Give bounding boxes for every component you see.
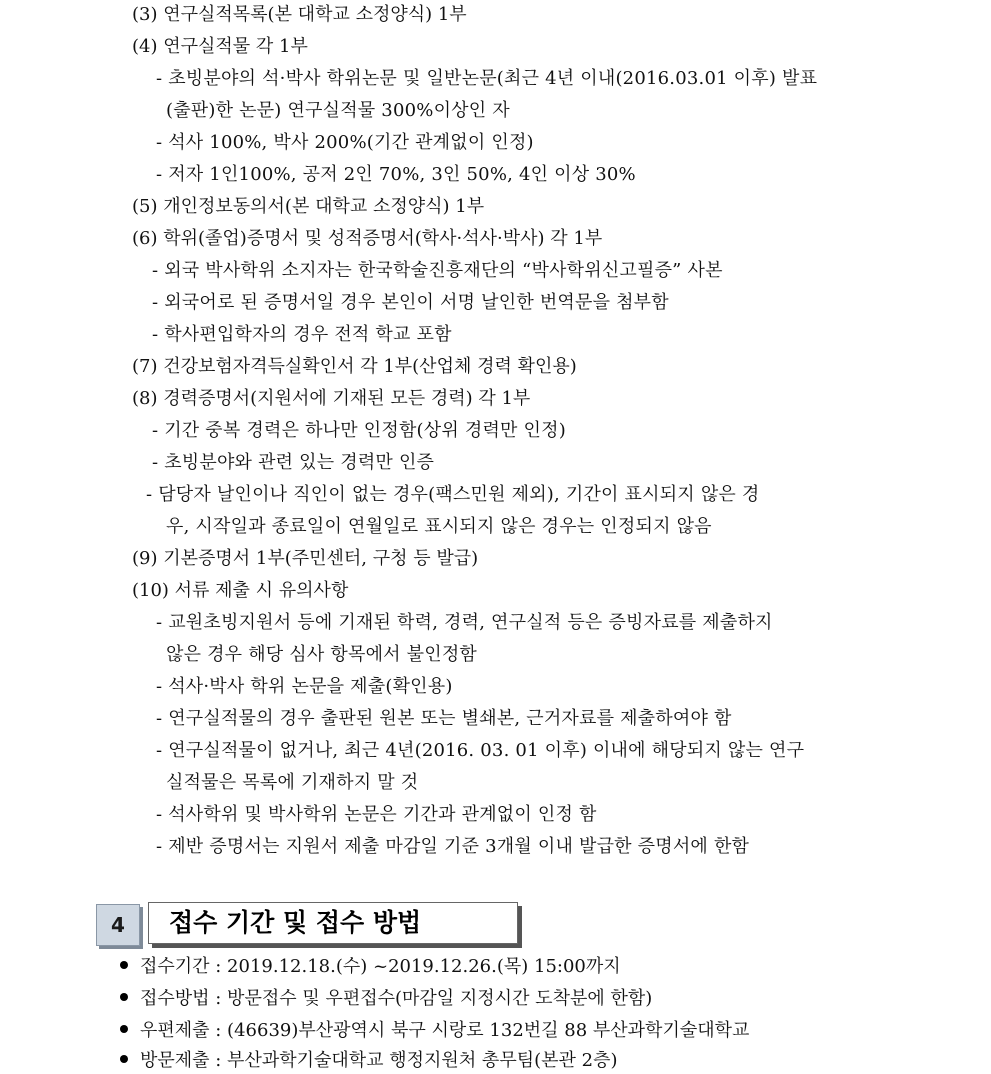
item-10-sub-1-cont: 않은 경우 해당 심사 항목에서 불인정함 (166, 644, 478, 665)
item-4-sub-3: - 저자 1인100%, 공저 2인 70%, 3인 50%, 4인 이상 30% (156, 164, 636, 185)
bullet-dot-icon (120, 961, 128, 969)
item-4: (4) 연구실적물 각 1부 (132, 36, 308, 57)
item-5: (5) 개인정보동의서(본 대학교 소정양식) 1부 (132, 196, 485, 217)
item-10: (10) 서류 제출 시 유의사항 (132, 580, 349, 601)
section-title-box (148, 902, 518, 944)
bullet-text: 우편제출 : (46639)부산광역시 북구 시랑로 132번길 88 부산과학기술대학교 (140, 1020, 750, 1041)
item-6: (6) 학위(졸업)증명서 및 성적증명서(학사·석사·박사) 각 1부 (132, 228, 603, 249)
bullet-item-method (120, 988, 652, 1010)
bullet-dot-icon (120, 1055, 128, 1063)
item-10-sub-2: - 석사·박사 학위 논문을 제출(확인용) (156, 676, 453, 697)
item-8-sub-3: - 담당자 날인이나 직인이 없는 경우(팩스민원 제외), 기간이 표시되지 않은 경 (146, 484, 760, 505)
section-title: 접수 기간 및 접수 방법 (169, 908, 422, 937)
item-10-sub-5: - 석사학위 및 박사학위 논문은 기간과 관계없이 인정 함 (156, 804, 597, 825)
item-4-sub-1: - 초빙분야의 석·박사 학위논문 및 일반논문(최근 4년 이내(2016.03.01 이후) 발표 (156, 68, 818, 89)
item-8-sub-2: - 초빙분야와 관련 있는 경력만 인증 (152, 452, 435, 473)
bullet-item-period (120, 956, 621, 978)
item-9: (9) 기본증명서 1부(주민센터, 구청 등 발급) (132, 548, 479, 569)
item-4-sub-1-cont: (출판)한 논문) 연구실적물 300%이상인 자 (166, 100, 510, 121)
item-10-sub-1: - 교원초빙지원서 등에 기재된 학력, 경력, 연구실적 등은 증빙자료를 제출하지 (156, 612, 773, 633)
bullet-text: 접수방법 : 방문접수 및 우편접수(마감일 지정시간 도착분에 한함) (140, 988, 653, 1009)
bullet-text: 접수기간 : 2019.12.18.(수) ~2019.12.26.(목) 15:00까지 (140, 956, 621, 977)
bullet-dot-icon (120, 993, 128, 1001)
bullet-text: 방문제출 : 부산과학기술대학교 행정지원처 총무팀(본관 2층) (140, 1050, 618, 1071)
section-heading (96, 900, 526, 950)
item-6-sub-1: - 외국 박사학위 소지자는 한국학술진흥재단의 “박사학위신고필증” 사본 (152, 260, 723, 281)
item-10-sub-4: - 연구실적물이 없거나, 최근 4년(2016. 03. 01 이후) 이내에 해당되지 않는 연구 (156, 740, 805, 761)
item-8: (8) 경력증명서(지원서에 기재된 모든 경력) 각 1부 (132, 388, 531, 409)
item-10-sub-6: - 제반 증명서는 지원서 제출 마감일 기준 3개월 이내 발급한 증명서에 한함 (156, 836, 750, 857)
item-10-sub-3: - 연구실적물의 경우 출판된 원본 또는 별쇄본, 근거자료를 제출하여야 함 (156, 708, 732, 729)
item-8-sub-3-cont: 우, 시작일과 종료일이 연월일로 표시되지 않은 경우는 인정되지 않음 (166, 516, 712, 537)
item-7: (7) 건강보험자격득실확인서 각 1부(산업체 경력 확인용) (132, 356, 577, 377)
bullet-dot-icon (120, 1025, 128, 1033)
section-number: 4 (96, 904, 140, 946)
item-4-sub-2: - 석사 100%, 박사 200%(기간 관계없이 인정) (156, 132, 534, 153)
item-10-sub-4-cont: 실적물은 목록에 기재하지 말 것 (166, 772, 419, 793)
bullet-item-mail (120, 1020, 749, 1042)
bullet-item-visit (120, 1050, 617, 1072)
item-6-sub-2: - 외국어로 된 증명서일 경우 본인이 서명 날인한 번역문을 첨부함 (152, 292, 669, 313)
item-3: (3) 연구실적목록(본 대학교 소정양식) 1부 (132, 4, 467, 25)
item-8-sub-1: - 기간 중복 경력은 하나만 인정함(상위 경력만 인정) (152, 420, 566, 441)
item-6-sub-3: - 학사편입학자의 경우 전적 학교 포함 (152, 324, 452, 345)
